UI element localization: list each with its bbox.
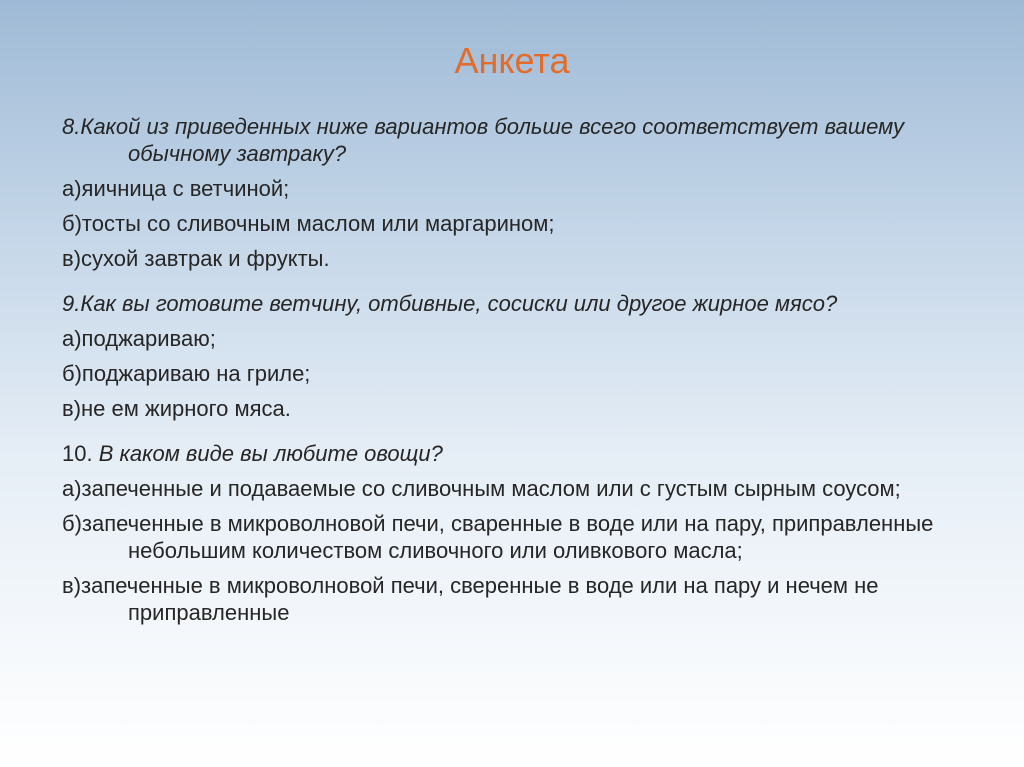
answer-10b: б)запеченные в микроволновой печи, сваренные в воде или на пару, приправленные небольшим количеством сливочного или оливкового масла; <box>62 511 934 563</box>
questionnaire <box>62 113 982 634</box>
answer-8b: б)тосты со сливочным маслом или маргарином; <box>62 211 555 236</box>
answer-10a: а)запеченные и подаваемые со сливочным маслом или с густым сырным соусом; <box>62 476 901 501</box>
slide-title: Анкета <box>454 40 570 81</box>
question-10 <box>62 440 982 467</box>
answer-9b: б)поджариваю на гриле; <box>62 361 311 386</box>
question-8: 8.Какой из приведенных ниже вариантов больше всего соответствует вашему обычному завтраку? <box>62 114 904 166</box>
question-10-number: 10. <box>62 441 93 466</box>
answer-8a: а)яичница с ветчиной; <box>62 176 290 201</box>
answer-9a: а)поджариваю; <box>62 326 216 351</box>
answer-8c: в)сухой завтрак и фрукты. <box>62 246 330 271</box>
answer-9c: в)не ем жирного мяса. <box>62 396 291 421</box>
question-9: 9.Как вы готовите ветчину, отбивные, сосиски или другое жирное мясо? <box>62 291 838 316</box>
question-10-text: В каком виде вы любите овощи? <box>92 441 443 466</box>
answer-10c: в)запеченные в микроволновой печи, сверенные в воде или на пару и нечем не приправленные <box>62 573 879 625</box>
